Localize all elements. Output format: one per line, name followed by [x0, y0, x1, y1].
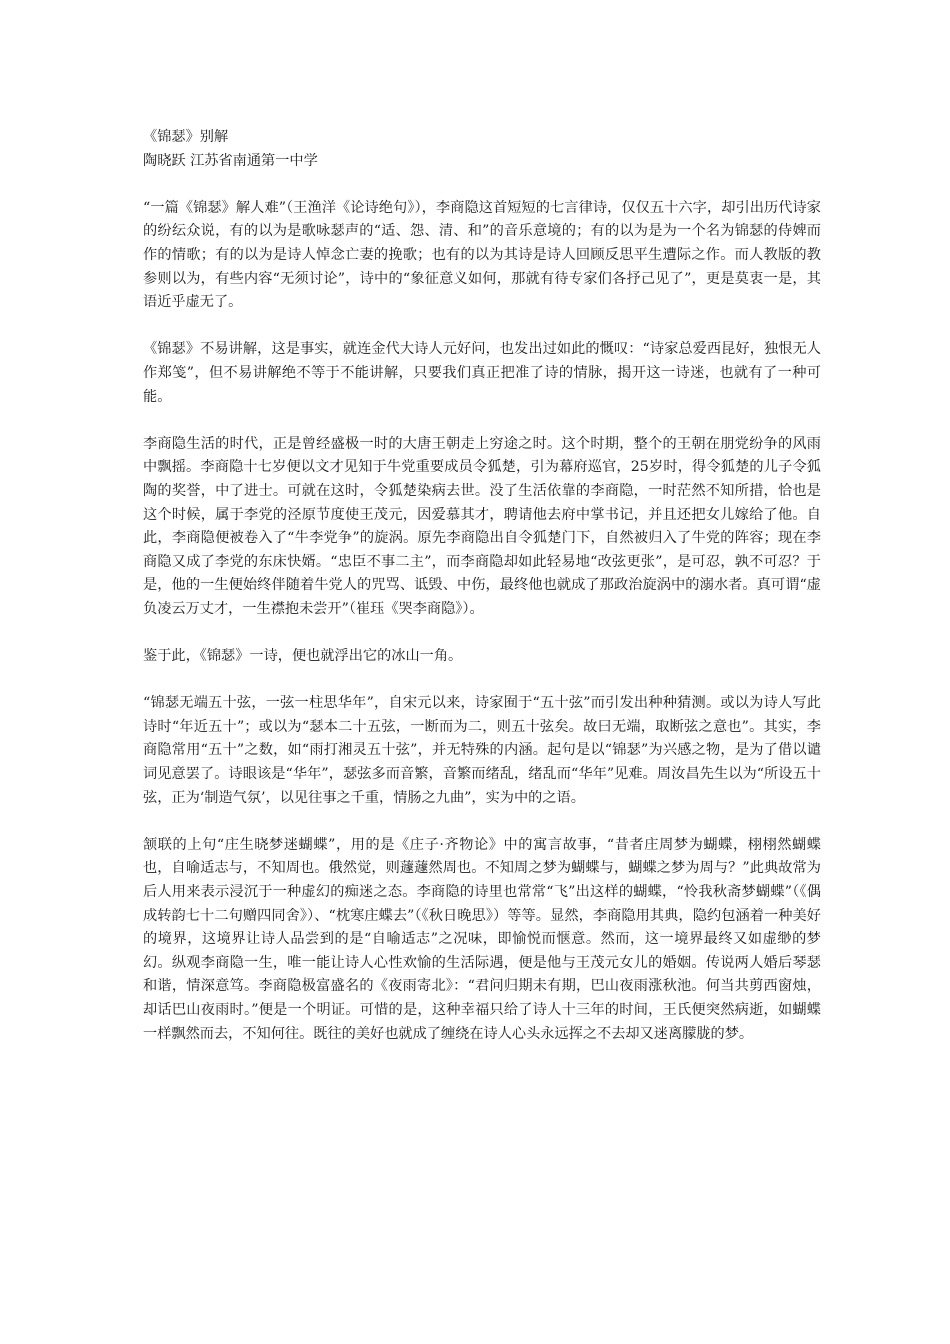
document-page — [143, 126, 821, 1046]
spacer — [143, 409, 821, 433]
spacer — [143, 315, 821, 339]
spacer — [143, 173, 821, 197]
paragraph-1: “一篇《锦瑟》解人难”（王渔洋《论诗绝句》），李商隐这首短短的七言律诗，仅仅五十六字，却引出历代诗家的纷纭众说，有的以为是歌咏瑟声的“适、怨、清、和”的音乐意境的；有的以为是为一个名为锦瑟的侍婢而作的情歌；有的以为是诗人悼念亡妻的挽歌；也有的以为其诗是诗人回顾反思平生遭际之作。而人教版的教参则以为，有些内容“无须讨论”，诗中的“象征意义如何，那就有待专家们各抒己见了”，更是莫衷一是，其语近乎虚无了。 — [143, 199, 821, 311]
document-title: 《锦瑟》别解 — [143, 129, 229, 145]
paragraph-6: 颔联的上句“庄生晓梦迷蝴蝶”，用的是《庄子·齐物论》中的寓言故事，“昔者庄周梦为蝴蝶，栩栩然蝴蝶也，自喻适志与，不知周也。俄然觉，则蘧蘧然周也。不知周之梦为蝴蝶与，蝴蝶之梦为周与？”此典故常为后人用来表示浸沉于一种虚幻的痴迷之态。李商隐的诗里也常常“飞”出这样的蝴蝶，“怜我秋斋梦蝴蝶”（《偶成转韵七十二句赠四同舍》）、“枕寒庄蝶去”（《秋日晚思》）等等。显然，李商隐用其典，隐约包涵着一种美好的境界，这境界让诗人品尝到的是“自喻适志”之况味，即愉悦而惬意。然而，这一境界最终又如虚缈的梦幻。纵观李商隐一生，唯一能让诗人心性欢愉的生活际遇，便是他与王茂元女儿的婚姻。传说两人婚后琴瑟和谐，情深意笃。李商隐极富盛名的《夜雨寄北》：“君问归期未有期，巴山夜雨涨秋池。何当共剪西窗烛，却话巴山夜雨时。”便是一个明证。可惜的是，这种幸福只给了诗人十三年的时间，王氏便突然病逝，如蝴蝶一样飘然而去，不知何往。既往的美好也就成了缠绕在诗人心头永远挥之不去却又迷离朦胧的梦。 — [143, 836, 821, 1042]
paragraph-5: “锦瑟无端五十弦，一弦一柱思华年”，自宋元以来，诗家囿于“五十弦”而引发出种种猜测。或以为诗人写此诗时“年近五十”；或以为“瑟本二十五弦，一断而为二，则五十弦矣。故曰无端，取断弦之意也”。其实，李商隐常用“五十”之数，如“雨打湘灵五十弦”，并无特殊的内涵。起句是以“锦瑟”为兴感之物，是为了借以谴词见意罢了。诗眼该是“华年”，瑟弦多而音繁，音繁而绪乱，绪乱而“华年”见难。周汝昌先生以为“所设五十弦，正为‘制造气氛’，以见往事之千重，情肠之九曲”，实为中的之语。 — [143, 695, 821, 806]
spacer — [143, 621, 821, 645]
spacer — [143, 669, 821, 693]
paragraph-3: 李商隐生活的时代，正是曾经盛极一时的大唐王朝走上穷途之时。这个时期，整个的王朝在朋党纷争的风雨中飘摇。李商隐十七岁便以文才见知于牛党重要成员令狐楚，引为幕府巡官，25岁时，得令狐楚的儿子令狐陶的奖誉，中了进士。可就在这时，令狐楚染病去世。没了生活依靠的李商隐，一时茫然不知所措，恰也是这个时候，属于李党的泾原节度使王茂元，因爱慕其才，聘请他去府中掌书记，并且还把女儿嫁给了他。自此，李商隐便被卷入了“牛李党争”的旋涡。原先李商隐出自令狐楚门下，自然被归入了牛党的阵容；现在李商隐又成了李党的东床快婿。“忠臣不事二主”，而李商隐却如此轻易地“改弦更张”，是可忍，孰不可忍？于是，他的一生便始终伴随着牛党人的咒骂、诋毁、中伤，最终他也就成了那政治旋涡中的溺水者。真可谓“虚负凌云万丈才，一生襟抱未尝开”（崔珏《哭李商隐》）。 — [143, 435, 821, 617]
paragraph-4: 鉴于此，《锦瑟》一诗，便也就浮出它的冰山一角。 — [143, 648, 463, 665]
author-byline: 陶晓跃 江苏省南通第一中学 — [143, 152, 318, 169]
spacer — [143, 810, 821, 834]
paragraph-2: 《锦瑟》不易讲解，这是事实，就连金代大诗人元好问，也发出过如此的慨叹：“诗家总爱西昆好，独恨无人作郑笺”，但不易讲解绝不等于不能讲解，只要我们真正把准了诗的情脉，揭开这一诗迷，也就有了一种可能。 — [143, 341, 821, 405]
